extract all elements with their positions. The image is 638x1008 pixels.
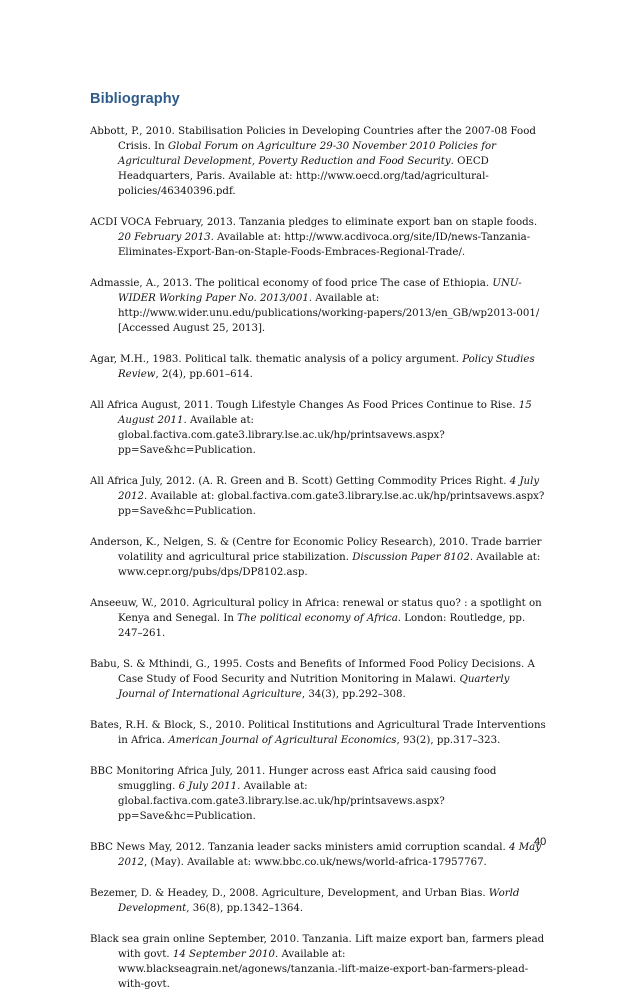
entry-title: Policy Studies Review [118, 354, 535, 380]
page-heading: Bibliography [90, 91, 180, 107]
entry-title: 4 July 2012 [118, 476, 540, 502]
bibliography-entry [90, 840, 548, 870]
entry-pre: ACDI VOCA February, 2013. Tanzania pledges to eliminate export ban on staple foods. [90, 217, 538, 228]
entry-pre: All Africa August, 2011. Tough Lifestyle Changes As Food Prices Continue to Rise. [90, 400, 519, 411]
entry-title: Global Forum on Agriculture 29-30 November 2010 Policies for Agricultural Development, Poverty Reduction and Food Security [118, 141, 497, 167]
entry-pre: BBC Monitoring Africa July, 2011. Hunger across east Africa said causing food smuggling. [90, 766, 497, 792]
bibliography-entry [90, 124, 548, 199]
bibliography-entry [90, 764, 548, 824]
entry-post: , 93(2), pp.317–323. [396, 735, 501, 746]
entry-pre: Babu, S. & Mthindi, G., 1995. Costs and Benefits of Informed Food Policy Decisions. A Case Study of Food Security and Nutrition Monitoring in Malawi. [90, 659, 535, 685]
bibliography-entry [90, 718, 548, 748]
entry-post: , 36(8), pp.1342–1364. [186, 903, 304, 914]
entry-pre: Black sea grain online September, 2010. Tanzania. Lift maize export ban, farmers plead with govt. [90, 934, 545, 960]
entry-post: . Available at: www.cepr.org/pubs/dps/DP8102.asp. [118, 552, 541, 578]
entry-pre: Abbott, P., 2010. Stabilisation Policies in Developing Countries after the 2007-08 Food Crisis. In [90, 126, 536, 152]
entry-pre: All Africa July, 2012. (A. R. Green and B. Scott) Getting Commodity Prices Right. [90, 476, 510, 487]
entry-pre: Anseeuw, W., 2010. Agricultural policy in Africa: renewal or status quo? : a spotlight on Kenya and Senegal. In [90, 598, 542, 624]
entry-pre: Admassie, A., 2013. The political economy of food price The case of Ethiopia. [90, 278, 493, 289]
entry-post: , 34(3), pp.292–308. [301, 689, 406, 700]
entry-title: 15 August 2011 [118, 400, 532, 426]
entry-post: , 2(4), pp.601–614. [155, 369, 253, 380]
bibliography-entry [90, 276, 548, 336]
entry-post: . Available at: http://www.wider.unu.edu/publications/working-papers/2013/en_GB/wp2013-001/ [Accessed August 25, 2013]. [118, 293, 540, 334]
entry-post: . London: Routledge, pp. 247–261. [118, 613, 526, 639]
entry-pre: Anderson, K., Nelgen, S. & (Centre for Economic Policy Research), 2010. Trade barrier volatility and agricultural price stabilization. [90, 537, 542, 563]
bibliography-entry [90, 398, 548, 458]
entry-pre: Bezemer, D. & Headey, D., 2008. Agriculture, Development, and Urban Bias. [90, 888, 489, 899]
entry-title: Quarterly Journal of International Agriculture [118, 674, 510, 700]
bibliography-entry [90, 596, 548, 641]
entry-title: 4 May 2012 [118, 842, 541, 868]
entry-post: . OECD Headquarters, Paris. Available at: http://www.oecd.org/tad/agricultural-policies/46340396.pdf. [118, 156, 489, 197]
entry-post: . Available at: global.factiva.com.gate3.library.lse.ac.uk/hp/printsavews.aspx?pp=Save&hc=Publication. [118, 491, 545, 517]
entry-pre: BBC News May, 2012. Tanzania leader sacks ministers amid corruption scandal. [90, 842, 510, 853]
bibliography-entry [90, 215, 548, 260]
entry-title: The political economy of Africa [237, 613, 398, 624]
entry-post: . Available at: www.blackseagrain.net/agonews/tanzania.-lift-maize-export-ban-farmers-plead-with-govt. [118, 949, 529, 990]
entry-title: 14 September 2010 [172, 949, 275, 960]
entry-pre: Agar, M.H., 1983. Political talk. thematic analysis of a policy argument. [90, 354, 463, 365]
entry-title: Discussion Paper 8102 [352, 552, 470, 563]
entry-pre: Bates, R.H. & Block, S., 2010. Political Institutions and Agricultural Trade Interventions in Africa. [90, 720, 546, 746]
bibliography-entry [90, 657, 548, 702]
bibliography-entry [90, 932, 548, 992]
entry-post: . Available at: global.factiva.com.gate3.library.lse.ac.uk/hp/printsavews.aspx?pp=Save&hc=Publication. [118, 415, 445, 456]
entry-post: . Available at: http://www.acdivoca.org/site/ID/news-Tanzania-Eliminates-Export-Ban-on-Staple-Foods-Embraces-Regional-Trade/. [118, 232, 531, 258]
entry-title: 20 February 2013 [118, 232, 211, 243]
entry-title: 6 July 2011 [178, 781, 238, 792]
entry-post: , (May). Available at: www.bbc.co.uk/news/world-africa-17957767. [143, 857, 487, 868]
entry-post: . Available at: global.factiva.com.gate3.library.lse.ac.uk/hp/printsavews.aspx?pp=Save&hc=Publication. [118, 781, 445, 822]
bibliography-list [90, 124, 548, 1008]
bibliography-entry [90, 352, 548, 382]
entry-title: American Journal of Agricultural Economics [168, 735, 397, 746]
entry-title: UNU-WIDER Working Paper No. 2013/001 [118, 278, 522, 304]
bibliography-entry [90, 886, 548, 916]
page-number: 40 [534, 836, 547, 848]
entry-title: World Development [118, 888, 520, 914]
bibliography-entry [90, 535, 548, 580]
bibliography-entry [90, 474, 548, 519]
